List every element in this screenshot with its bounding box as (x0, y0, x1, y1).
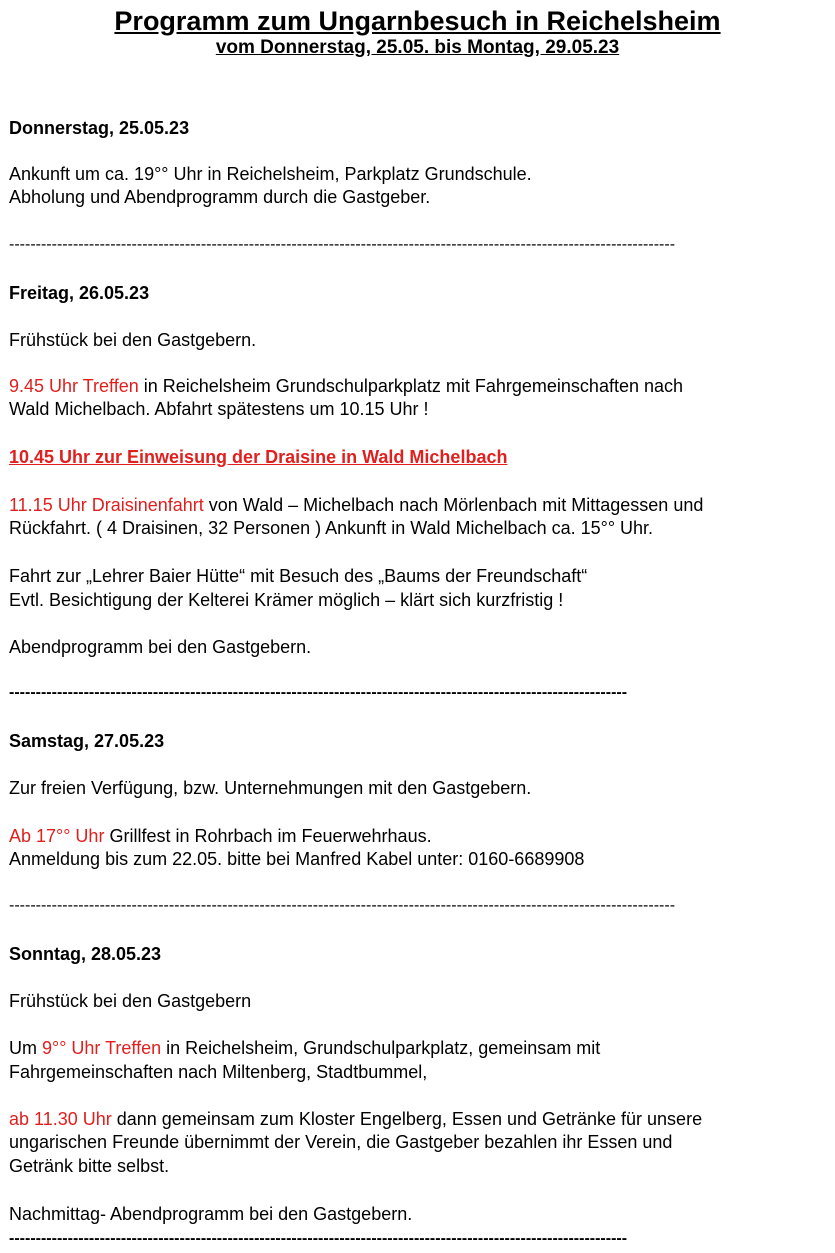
saturday-bbq-text: Grillfest in Rohrbach im Feuerwehrhaus. (104, 826, 432, 846)
sunday-carpool: Fahrgemeinschaften nach Miltenberg, Stadtbummel, (9, 1062, 428, 1082)
sunday-meeting-time: 9°° Uhr Treffen (42, 1038, 162, 1058)
friday-ride-time: 11.15 Uhr Draisinenfahrt (9, 495, 204, 515)
separator-3: ----------------------------------------------------------------------------------------------------------------------------- (9, 897, 676, 914)
sunday-kloster-line3: Getränk bitte selbst. (9, 1156, 170, 1176)
friday-ride-text: von Wald – Michelbach nach Mörlenbach mit Mittagessen und (203, 495, 704, 515)
sunday-meeting-prefix: Um (9, 1038, 42, 1058)
sunday-kloster-line2: ungarischen Freunde übernimmt der Verein, die Gastgeber bezahlen ihr Essen und (9, 1132, 673, 1152)
separator-4: -------------------------------------------------------------------------------------------------------------------- (9, 1230, 628, 1247)
page-title: Programm zum Ungarnbesuch in Reichelsheim (114, 6, 721, 36)
friday-meeting (9, 375, 829, 398)
page-subtitle: vom Donnerstag, 25.05. bis Montag, 29.05.23 (215, 37, 620, 58)
sunday-meeting (9, 1037, 829, 1060)
sunday-meeting-text: in Reichelsheim, Grundschulparkplatz, gemeinsam mit (161, 1038, 601, 1058)
separator-1: ----------------------------------------------------------------------------------------------------------------------------- (9, 236, 676, 253)
day-heading-saturday: Samstag, 27.05.23 (9, 731, 165, 751)
sunday-kloster-text: dann gemeinsam zum Kloster Engelberg, Essen und Getränke für unsere (111, 1109, 703, 1129)
saturday-free: Zur freien Verfügung, bzw. Unternehmungen mit den Gastgebern. (9, 778, 532, 798)
sunday-kloster-time: ab 11.30 Uhr (9, 1109, 112, 1129)
thursday-arrival: Ankunft um ca. 19°° Uhr in Reichelsheim, Parkplatz Grundschule. (9, 164, 532, 184)
friday-hut: Fahrt zur „Lehrer Baier Hütte“ mit Besuch des „Baums der Freundschaft“ (9, 566, 588, 586)
day-heading-sunday: Sonntag, 28.05.23 (9, 944, 162, 964)
friday-ride-details: Rückfahrt. ( 4 Draisinen, 32 Personen ) Ankunft in Wald Michelbach ca. 15°° Uhr. (9, 518, 654, 538)
separator-2: -------------------------------------------------------------------------------------------------------------------- (9, 684, 628, 701)
sunday-breakfast: Frühstück bei den Gastgebern (9, 991, 252, 1011)
saturday-bbq (9, 825, 829, 848)
friday-breakfast: Frühstück bei den Gastgebern. (9, 330, 257, 350)
friday-departure: Wald Michelbach. Abfahrt spätestens um 10.15 Uhr ! (9, 399, 429, 419)
sunday-kloster (9, 1108, 829, 1131)
saturday-registration: Anmeldung bis zum 22.05. bitte bei Manfred Kabel unter: 0160-6689908 (9, 849, 585, 869)
friday-winery: Evtl. Besichtigung der Kelterei Krämer möglich – klärt sich kurzfristig ! (9, 590, 564, 610)
day-heading-friday: Freitag, 26.05.23 (9, 283, 150, 303)
friday-briefing: 10.45 Uhr zur Einweisung der Draisine in Wald Michelbach (9, 447, 508, 467)
saturday-bbq-time: Ab 17°° Uhr (9, 826, 105, 846)
friday-evening: Abendprogramm bei den Gastgebern. (9, 637, 312, 657)
day-heading-thursday: Donnerstag, 25.05.23 (9, 118, 190, 138)
friday-meeting-time: 9.45 Uhr Treffen (9, 376, 139, 396)
thursday-pickup: Abholung und Abendprogramm durch die Gastgeber. (9, 187, 431, 207)
friday-ride (9, 494, 829, 517)
friday-meeting-text: in Reichelsheim Grundschulparkplatz mit Fahrgemeinschaften nach (138, 376, 684, 396)
sunday-evening: Nachmittag- Abendprogramm bei den Gastgebern. (9, 1204, 413, 1224)
